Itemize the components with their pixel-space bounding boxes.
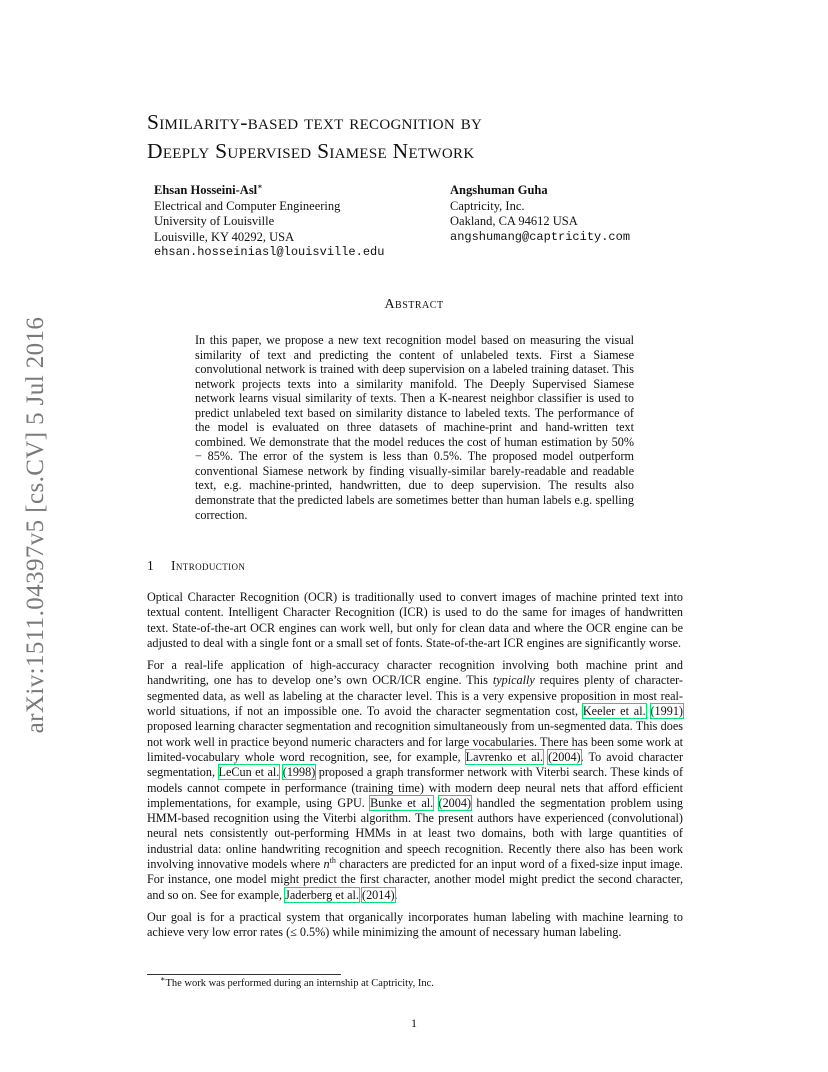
footnote-text: The work was performed during an internship at Captricity, Inc. <box>165 978 434 989</box>
p2-text-1: For a real-life application of high-accuracy character recognition involving both machine print and handwriting, one has to develop one’s own OCR/ICR engine. This <box>147 658 683 688</box>
introduction-body <box>147 590 683 948</box>
citation-link-lavrenko-year[interactable]: (2004) <box>548 749 581 764</box>
p2-text-8: . <box>394 887 398 902</box>
paper-title <box>147 108 707 166</box>
title-line-2: Deeply Supervised Siamese Network <box>147 139 475 163</box>
author-1-email[interactable]: ehsan.hosseiniasl@louisville.edu <box>154 245 385 259</box>
p2-text-7: characters are predicted for an input word of a fixed-size input image. For instance, one model might predict the first character, another model might predict the second character, and so on. See for example, <box>147 857 683 902</box>
author-1-footnote-mark: ∗ <box>257 181 263 191</box>
p2-text-5: proposed a graph transformer network with Viterbi search. These kinds of models cannot compete in performance (training time) with modern deep neural nets that afford efficient implementations, for example, using GPU. <box>147 765 683 810</box>
p2-text-6: handled the segmentation problem using HMM-based recognition using the Viterbi algorithm. The present authors have experienced (convolutional) neural nets consistently out-performing HMMs in at least two domains, both with large quantities of industrial data: online handwriting recognition and speech recognition. Recently there also has been work involving innovative models where <box>147 795 684 872</box>
abstract-heading: Abstract <box>384 297 444 312</box>
citation-link-lecun[interactable]: LeCun et al. <box>218 765 280 780</box>
author-block-1 <box>154 183 384 261</box>
author-1-name-line <box>154 183 384 199</box>
section-title: Introduction <box>171 558 246 573</box>
citation-link-jaderberg[interactable]: Jaderberg et al. <box>285 887 359 902</box>
citation-link-lecun-year[interactable]: (1998) <box>282 765 316 780</box>
author-2-name: Angshuman Guha <box>450 183 548 197</box>
footnote-mark: ∗ <box>160 974 166 984</box>
citation-link-jaderberg-year[interactable]: (2014) <box>362 887 395 902</box>
intro-paragraph-3: Our goal is for a practical system that organically incorporates human labeling with machine learning to achieve very low error rates (≤ 0.5%) while minimizing the amount of necessary human labeling. <box>147 909 683 940</box>
math-th-superscript: th <box>329 855 336 865</box>
author-1-location: Louisville, KY 40292, USA <box>154 229 295 244</box>
intro-paragraph-2 <box>147 658 683 903</box>
author-block-2 <box>450 183 630 245</box>
citation-link-keeler-year[interactable]: (1991) <box>650 704 683 719</box>
citation-link-bunke[interactable]: Bunke et al. <box>370 795 434 810</box>
page-number: 1 <box>411 1016 417 1030</box>
intro-paragraph-1: Optical Character Recognition (OCR) is traditionally used to convert images of machine printed text into textual content. Intelligent Character Recognition (ICR) is used to do the same for images of handwritten text. State-of-the-art OCR engines can work well, but only for clean data and where the OCR engine can be adjusted to deal with a single font or a small set of fonts. State-of-the-art ICR engines are significantly worse. <box>147 590 683 650</box>
p2-emphasis-typically: typically <box>492 673 535 688</box>
citation-link-lavrenko[interactable]: Lavrenko et al. <box>465 749 544 764</box>
section-number: 1 <box>147 558 155 573</box>
citation-link-bunke-year[interactable]: (2004) <box>438 795 472 810</box>
author-2-institution: Captricity, Inc. <box>450 198 525 213</box>
section-heading-introduction <box>147 558 245 574</box>
arxiv-identifier <box>16 300 56 750</box>
author-1-name: Ehsan Hosseini-Asl <box>154 183 258 197</box>
citation-link-keeler[interactable]: Keeler et al. <box>582 704 646 719</box>
author-2-location: Oakland, CA 94612 USA <box>450 214 578 228</box>
p2-text-2: requires plenty of character-segmented data, as well as labeling at the character level. This is a very expensive proposition in most real-world situations, if not an impossible one. To avoid the character segmentation cost, <box>147 673 683 719</box>
author-2-email[interactable]: angshumang@captricity.com <box>450 229 631 244</box>
title-line-1: Similarity-based text recognition by <box>147 110 483 134</box>
arxiv-identifier-text: arXiv:1511.04397v5 [cs.CV] 5 Jul 2016 <box>22 316 49 734</box>
author-1-institution: University of Louisville <box>154 214 275 228</box>
math-n: n <box>323 857 330 872</box>
footnote-divider <box>147 974 341 975</box>
author-1-department: Electrical and Computer Engineering <box>154 198 341 213</box>
footnote <box>160 974 434 990</box>
abstract-text: In this paper, we propose a new text recognition model based on measuring the visual similarity of text and predicting the content of unlabeled texts. First a Siamese convolutional network is trained with deep supervision on a labeled training dataset. This network projects texts into a similarity manifold. The Deeply Supervised Siamese network learns visual similarity of texts. Then a K-nearest neighbor classifier is used to predict unlabeled text based on similarity distance to labeled texts. The performance of the model is evaluated on three datasets of machine-print and hand-written text combined. We demonstrate that the model reduces the cost of human estimation by 50% − 85%. The error of the system is less than 0.5%. The proposed model outperform conventional Siamese network by finding visually-similar barely-readable and readable text, e.g. machine-printed, handwritten, due to deep supervision. The results also demonstrate that the predicted labels are sometimes better than human labels e.g. spelling correction. <box>195 333 634 522</box>
p2-text-4: . To avoid character segmentation, <box>147 749 684 780</box>
p2-text-3: proposed learning character segmentation and recognition simultaneously from un-segmented data. This does not work well in practice beyond numeric characters and for large vocabularies. There has been some work at limited-vocabulary whole word recognition, see, for example, <box>147 719 683 764</box>
